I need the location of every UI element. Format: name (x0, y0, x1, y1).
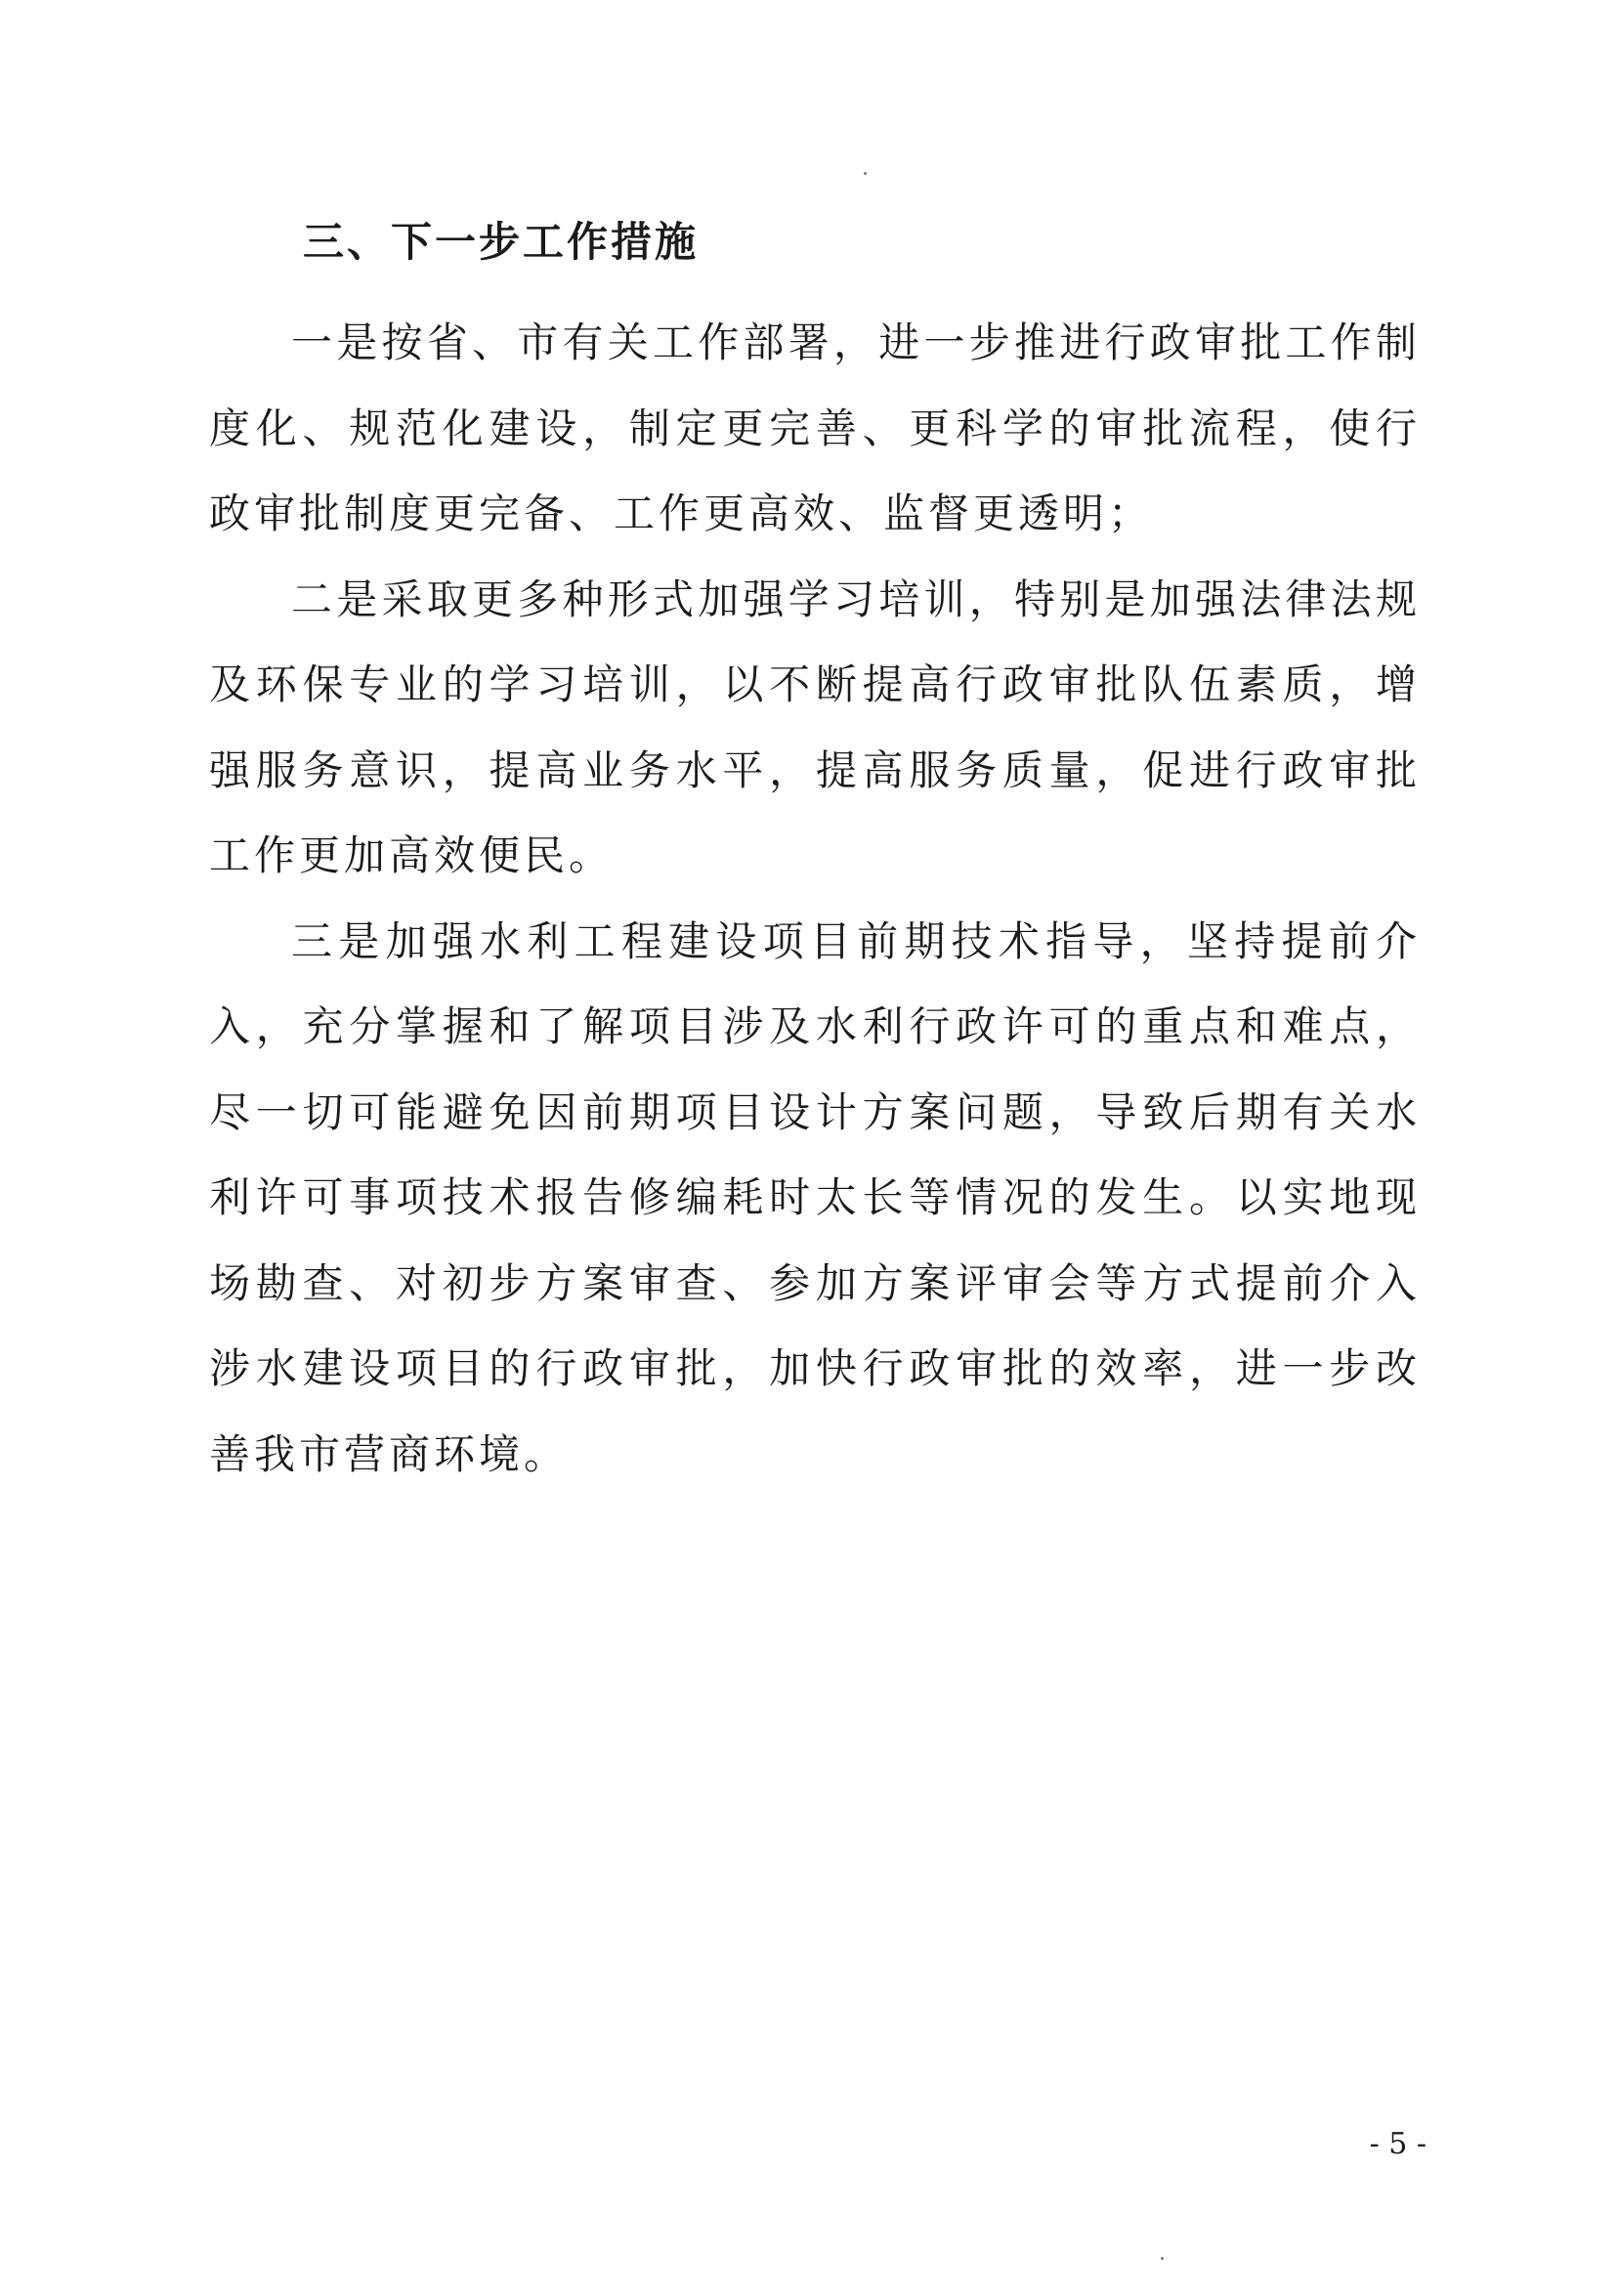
paragraph-1: 一是按省、市有关工作部署，进一步推进行政审批工作制度化、规范化建设，制定更完善、更科学的审批流程，使行政审批制度更完备、工作更高效、监督更透明； (209, 319, 1421, 537)
paragraph-3: 三是加强水利工程建设项目前期技术指导，坚持提前介入，充分掌握和了解项目涉及水利行政许可的重点和难点，尽一切可能避免因前期项目设计方案问题，导致后期有关水利许可事项技术报告修编耗时太长等情况的发生。以实地现场勘查、对初步方案审查、参加方案评审会等方式提前介入涉水建设项目的行政审批，加快行政审批的效率，进一步改善我市营商环境。 (209, 916, 1421, 1478)
scan-speck (864, 172, 867, 175)
paragraph-2: 二是采取更多种形式加强学习培训，特别是加强法律法规及环保专业的学习培训，以不断提高行政审批队伍素质，增强服务意识，提高业务水平，提高服务质量，促进行政审批工作更加高效便民。 (209, 574, 1421, 879)
page-number: - 5 - (1369, 2127, 1426, 2161)
scan-speck (1161, 2257, 1164, 2260)
document-body (209, 208, 1421, 1497)
section-heading: 三、下一步工作措施 (303, 218, 700, 266)
